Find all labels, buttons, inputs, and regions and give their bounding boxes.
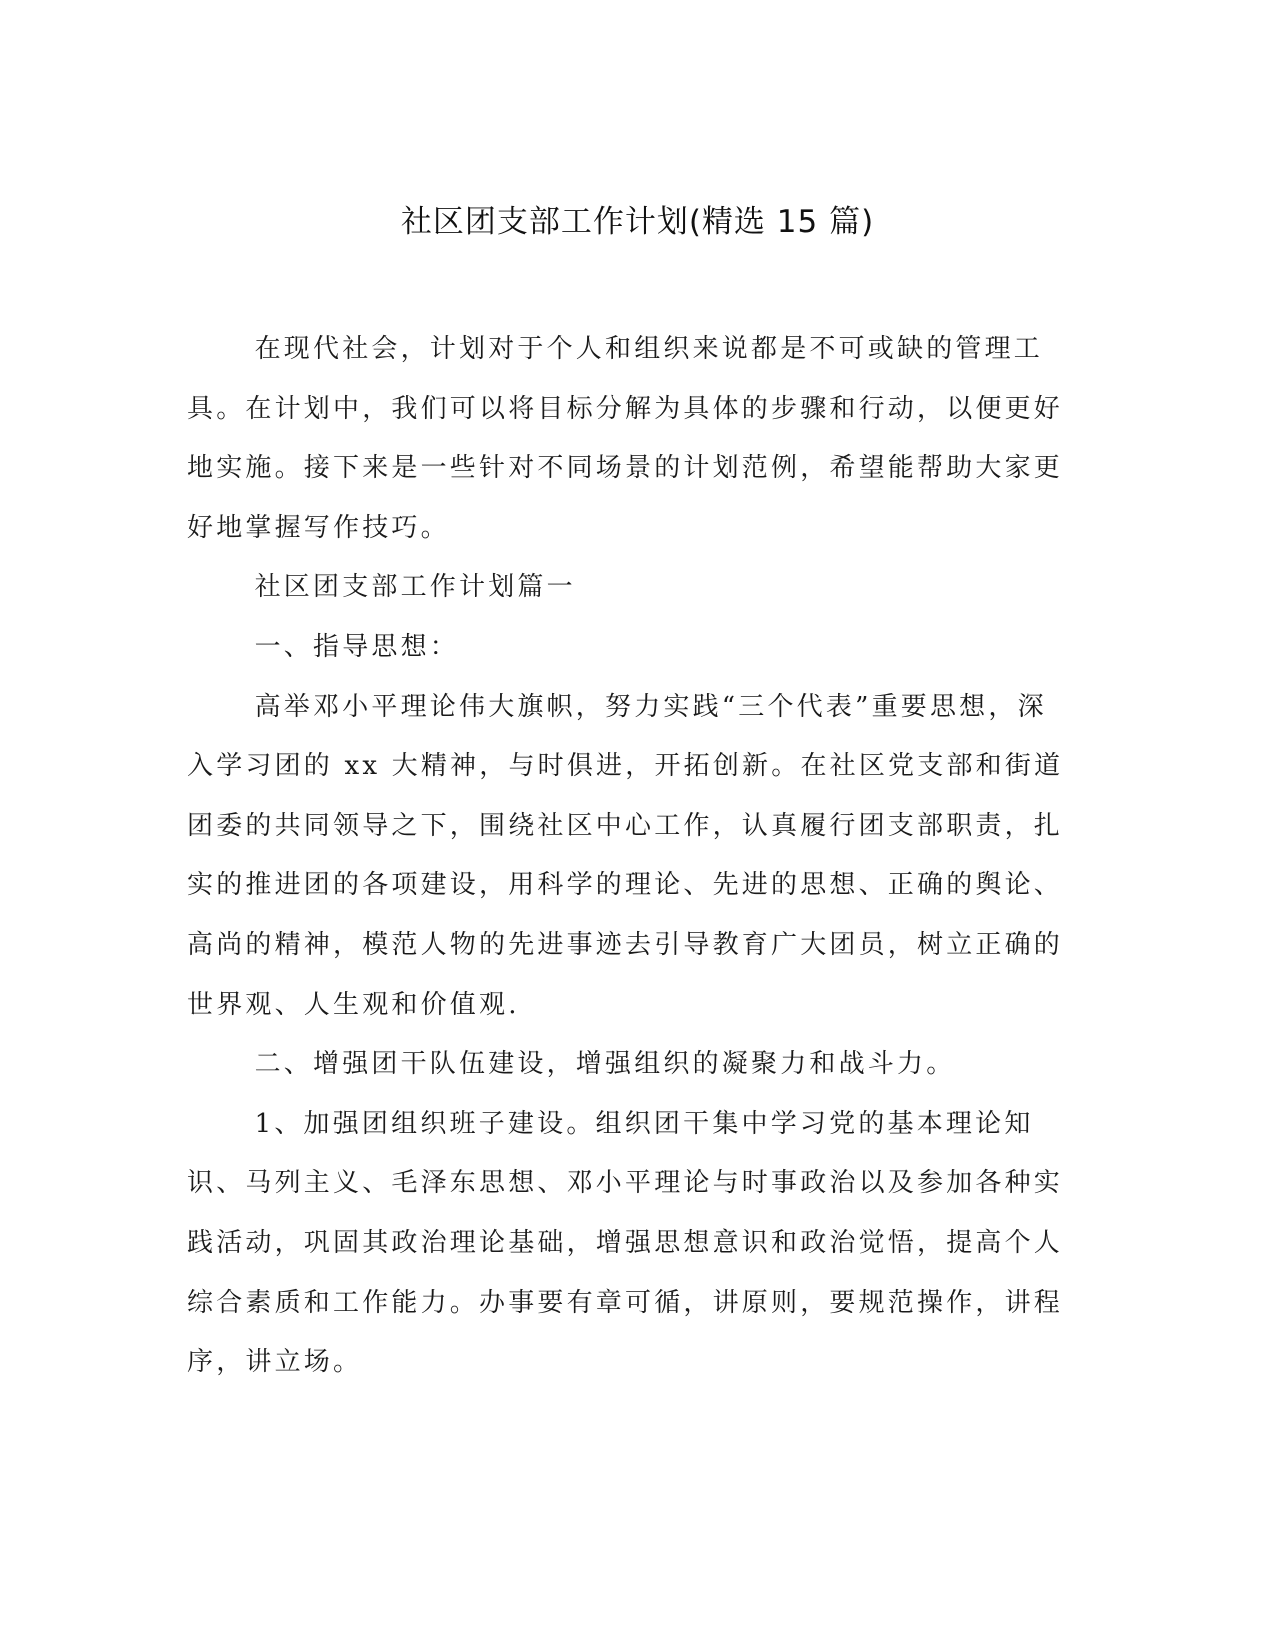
subsection-heading: 二、增强团干队伍建设，增强组织的凝聚力和战斗力。 xyxy=(254,1049,956,1080)
subsection-heading: 一、指导思想： xyxy=(254,631,459,662)
body-paragraph: 1、加强团组织班子建设。组织团干集中学习党的基本理论知识、马列主义、毛泽东思想、邓小平理论与时事政治以及参加各种实践活动，巩固其政治理论基础，增强思想意识和政治觉悟，提高个人综合素质和工作能力。办事要有章可循，讲原则，要规范操作，讲程序，讲立场。 xyxy=(187,1108,1064,1378)
section-heading: 社区团支部工作计划篇一 xyxy=(254,572,576,603)
body-paragraph: 高举邓小平理论伟大旗帜，努力实践“三个代表”重要思想，深入学习团的 xx 大精神，与时俱进，开拓创新。在社区党支部和街道团委的共同领导之下，围绕社区中心工作，认真履行团支部职责，扎实的推进团的各项建设，用科学的理论、先进的思想、正确的舆论、高尚的精神，模范人物的先进事迹去引导教育广大团员，树立正确的世界观、人生观和价值观. xyxy=(187,691,1064,1020)
intro-paragraph: 在现代社会，计划对于个人和组织来说都是不可或缺的管理工具。在计划中，我们可以将目标分解为具体的步骤和行动，以便更好地实施。接下来是一些针对不同场景的计划范例，希望能帮助大家更好地掌握写作技巧。 xyxy=(187,334,1064,543)
document-body xyxy=(187,320,1067,1393)
document-title: 社区团支部工作计划(精选 15 篇) xyxy=(400,204,875,240)
